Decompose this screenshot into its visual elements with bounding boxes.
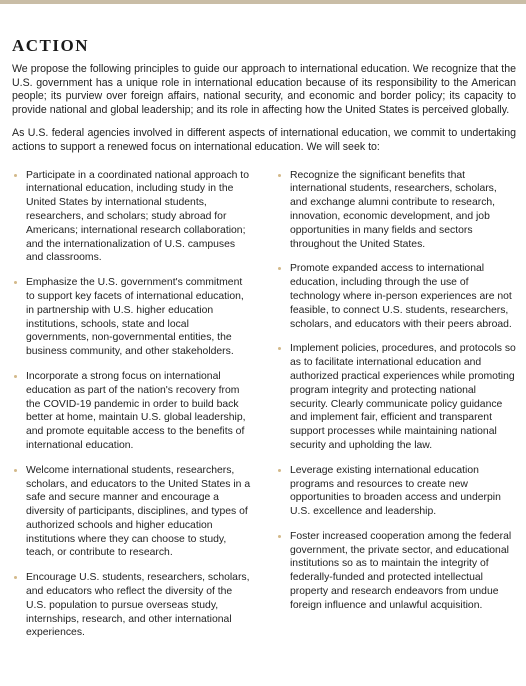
section-heading: ACTION	[12, 36, 90, 55]
bullet-icon	[14, 576, 17, 579]
list-item-text: Welcome international students, researchers, scholars, and educators to the United States in a safe and secure manner and encourage a diversity of participants, disciplines, and types of authorized schools and higher education institutions where they can choose to study, teach, or contribute to research.	[26, 464, 251, 559]
bullet-icon	[14, 174, 17, 177]
top-rule	[0, 0, 526, 4]
list-item	[276, 530, 516, 613]
commitment-paragraph: As U.S. federal agencies involved in different aspects of international education, we commit to undertaking actions to support a renewed focus on international education. We will seek to:	[12, 127, 516, 153]
bullet-icon	[14, 375, 17, 378]
list-item-text: Emphasize the U.S. government's commitment to support key facets of international education, in partnership with U.S. higher education institutions, schools, state and local governments, non-governmental entities, the business community, and other stakeholders.	[26, 277, 244, 358]
bullet-icon	[278, 174, 281, 177]
list-item	[276, 342, 516, 452]
list-item-text: Incorporate a strong focus on international education as part of the nation's recovery from the COVID-19 pandemic in order to build back better at home, maintain U.S. global leadership, and promote equitable access to the benefits of international education.	[26, 370, 246, 451]
left-column	[12, 169, 252, 652]
list-item	[276, 464, 516, 519]
list-item-text: Encourage U.S. students, researchers, scholars, and educators who reflect the diversity of the U.S. population to pursue overseas study, internships, research, and other international experiences.	[26, 572, 250, 639]
bullet-icon	[278, 535, 281, 538]
bullet-icon	[278, 267, 281, 270]
list-item-text: Foster increased cooperation among the federal government, the private sector, and educational institutions so as to maintain the integrity of federally-funded and protected intellectual property and research endeavors from undue foreign influence and unlawful acquisition.	[290, 530, 512, 611]
bullet-icon	[14, 469, 17, 472]
list-item-text: Participate in a coordinated national approach to international education, including study in the United States by international students, researchers, and scholars; study abroad for Americans; international research collaboration; and the internationalization of U.S. campuses and classrooms.	[26, 169, 249, 264]
bullet-icon	[278, 347, 281, 350]
list-item	[12, 571, 252, 640]
bullet-icon	[278, 469, 281, 472]
action-columns	[12, 169, 516, 652]
right-column	[276, 169, 516, 652]
list-item-text: Leverage existing international education programs and resources to create new opportunities to broaden access and underpin U.S. excellence and leadership.	[290, 464, 501, 518]
right-bullet-list	[276, 169, 516, 613]
list-item	[12, 464, 252, 561]
list-item	[12, 370, 252, 453]
list-item	[12, 169, 252, 266]
list-item-text: Implement policies, procedures, and protocols so as to facilitate international education and authorized practical experiences while promoting program integrity and protecting national security. Clearly communicate policy guidance and implement fair, efficient and transparent support processes while maintaining national security and upholding the law.	[290, 343, 516, 451]
bullet-icon	[14, 281, 17, 284]
intro-paragraph: We propose the following principles to guide our approach to international education. We recognize that the U.S. government has a unique role in international education because of its responsibility to the American people; its purview over foreign affairs, national security, and economic and border policy; its capacity to provide national and global leadership; and its role in affecting how the United States is perceived globally.	[12, 63, 516, 116]
document-page	[12, 36, 516, 651]
list-item	[276, 262, 516, 331]
list-item-text: Recognize the significant benefits that international students, researchers, scholars, and exchange alumni contribute to research, innovation, economic development, and job opportunities in many fields and sectors throughout the United States.	[290, 169, 497, 250]
left-bullet-list	[12, 169, 252, 641]
list-item	[276, 169, 516, 252]
list-item	[12, 276, 252, 359]
list-item-text: Promote expanded access to international education, including through the use of technology where in-person experiences are not feasible, to connect U.S. students, researchers, scholars, and educators with their peers abroad.	[290, 263, 512, 330]
